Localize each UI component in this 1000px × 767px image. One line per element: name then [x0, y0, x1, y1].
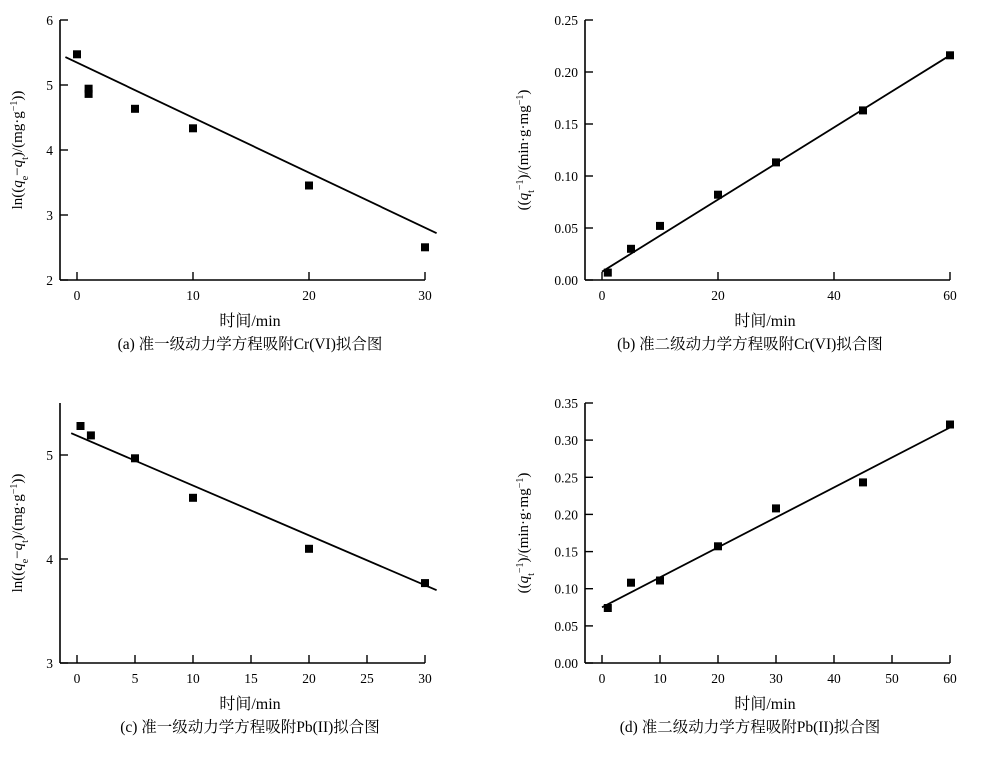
yaxis-title-c: $\ln((q_e-q_t)/(mg\cdot g^{-1}))$ — [8, 473, 31, 593]
plot-a — [0, 0, 500, 330]
chart-c-svg — [0, 383, 500, 713]
caption-a: (a) 准一级动力学方程吸附Cr(VI)拟合图 — [117, 336, 383, 353]
xtick-label: 40 — [827, 288, 841, 303]
xtick-label: 30 — [769, 671, 783, 686]
xtick-label: 20 — [302, 671, 316, 686]
xtick-label: 10 — [186, 288, 200, 303]
xtick-label: 60 — [943, 288, 957, 303]
ytick-label: 4 — [46, 143, 53, 158]
ytick-label: 0.10 — [554, 581, 578, 597]
plot-d — [500, 383, 1000, 713]
xtick-label: 20 — [302, 288, 316, 303]
yaxis-title-d: ($(q_t^{-1})/(\min\cdot g\cdot mg^{-1})$ — [514, 472, 537, 594]
ytick-label: 0.15 — [554, 544, 578, 560]
ytick-label: 0.00 — [554, 656, 578, 671]
ytick-label: 5 — [46, 78, 53, 93]
panel-c — [0, 383, 500, 767]
plot-c — [0, 383, 500, 713]
chart-d-svg — [500, 383, 1000, 713]
plot-b — [500, 0, 1000, 330]
ytick-label: 0.05 — [554, 221, 578, 236]
ytick-label: 3 — [46, 208, 53, 223]
xaxis-title-b: 时间/min — [734, 313, 796, 330]
ytick-label: 3 — [46, 656, 53, 671]
data-points — [73, 50, 429, 251]
xtick-label: 30 — [418, 671, 432, 686]
xtick-label: 10 — [653, 671, 667, 686]
xaxis-title-a: 时间/min — [219, 313, 281, 330]
xtick-label: 30 — [418, 288, 432, 303]
yaxis-title-b: ($(q_t^{-1})/(\min\cdot g\cdot mg^{-1})$ — [514, 89, 537, 211]
fit-line — [65, 57, 436, 233]
ytick-label: 6 — [46, 13, 53, 28]
xtick-label: 15 — [244, 671, 258, 686]
panel-b — [500, 0, 1000, 383]
xaxis-title-d: 时间/min — [734, 696, 796, 713]
panel-d — [500, 383, 1000, 767]
panel-a — [0, 0, 500, 383]
xtick-label: 0 — [598, 671, 606, 686]
xtick-label: 20 — [711, 288, 725, 303]
ytick-label: 4 — [46, 552, 53, 567]
xtick-label: 60 — [943, 671, 957, 686]
ytick-label: 0.15 — [554, 117, 578, 132]
xtick-label: 0 — [73, 671, 81, 686]
ytick-label: 0.05 — [554, 618, 578, 634]
ytick-label: 0.25 — [554, 470, 578, 486]
xtick-label: 50 — [885, 671, 899, 686]
fit-line — [71, 433, 436, 590]
ytick-label: 0.25 — [554, 13, 578, 28]
ytick-label: 0.00 — [554, 273, 578, 288]
fit-line — [602, 428, 950, 608]
yaxis-title-a: $\ln((q_e-q_t)/(mg\cdot g^{-1}))$ — [8, 90, 31, 210]
ytick-label: 0.30 — [554, 433, 578, 449]
ytick-label: 0.20 — [554, 507, 578, 523]
xtick-label: 20 — [711, 671, 725, 686]
ytick-label: 5 — [46, 448, 53, 463]
xtick-label: 25 — [360, 671, 374, 686]
xaxis-title-c: 时间/min — [219, 696, 281, 713]
ytick-label: 0.10 — [554, 169, 578, 184]
xtick-label: 0 — [598, 288, 606, 303]
caption-c: (c) 准一级动力学方程吸附Pb(II)拟合图 — [120, 719, 380, 736]
ytick-label: 2 — [46, 273, 53, 288]
chart-a-svg — [0, 0, 500, 330]
ytick-label: 0.35 — [554, 396, 578, 411]
xtick-label: 40 — [827, 671, 841, 686]
caption-d: (d) 准二级动力学方程吸附Pb(II)拟合图 — [619, 719, 881, 736]
ytick-label: 0.20 — [554, 65, 578, 80]
caption-b: (b) 准二级动力学方程吸附Cr(VI)拟合图 — [617, 336, 883, 353]
data-points — [77, 422, 430, 587]
chart-b-svg — [500, 0, 1000, 330]
xtick-label: 0 — [73, 288, 81, 303]
xtick-label: 10 — [186, 671, 200, 686]
xtick-label: 5 — [131, 671, 139, 686]
